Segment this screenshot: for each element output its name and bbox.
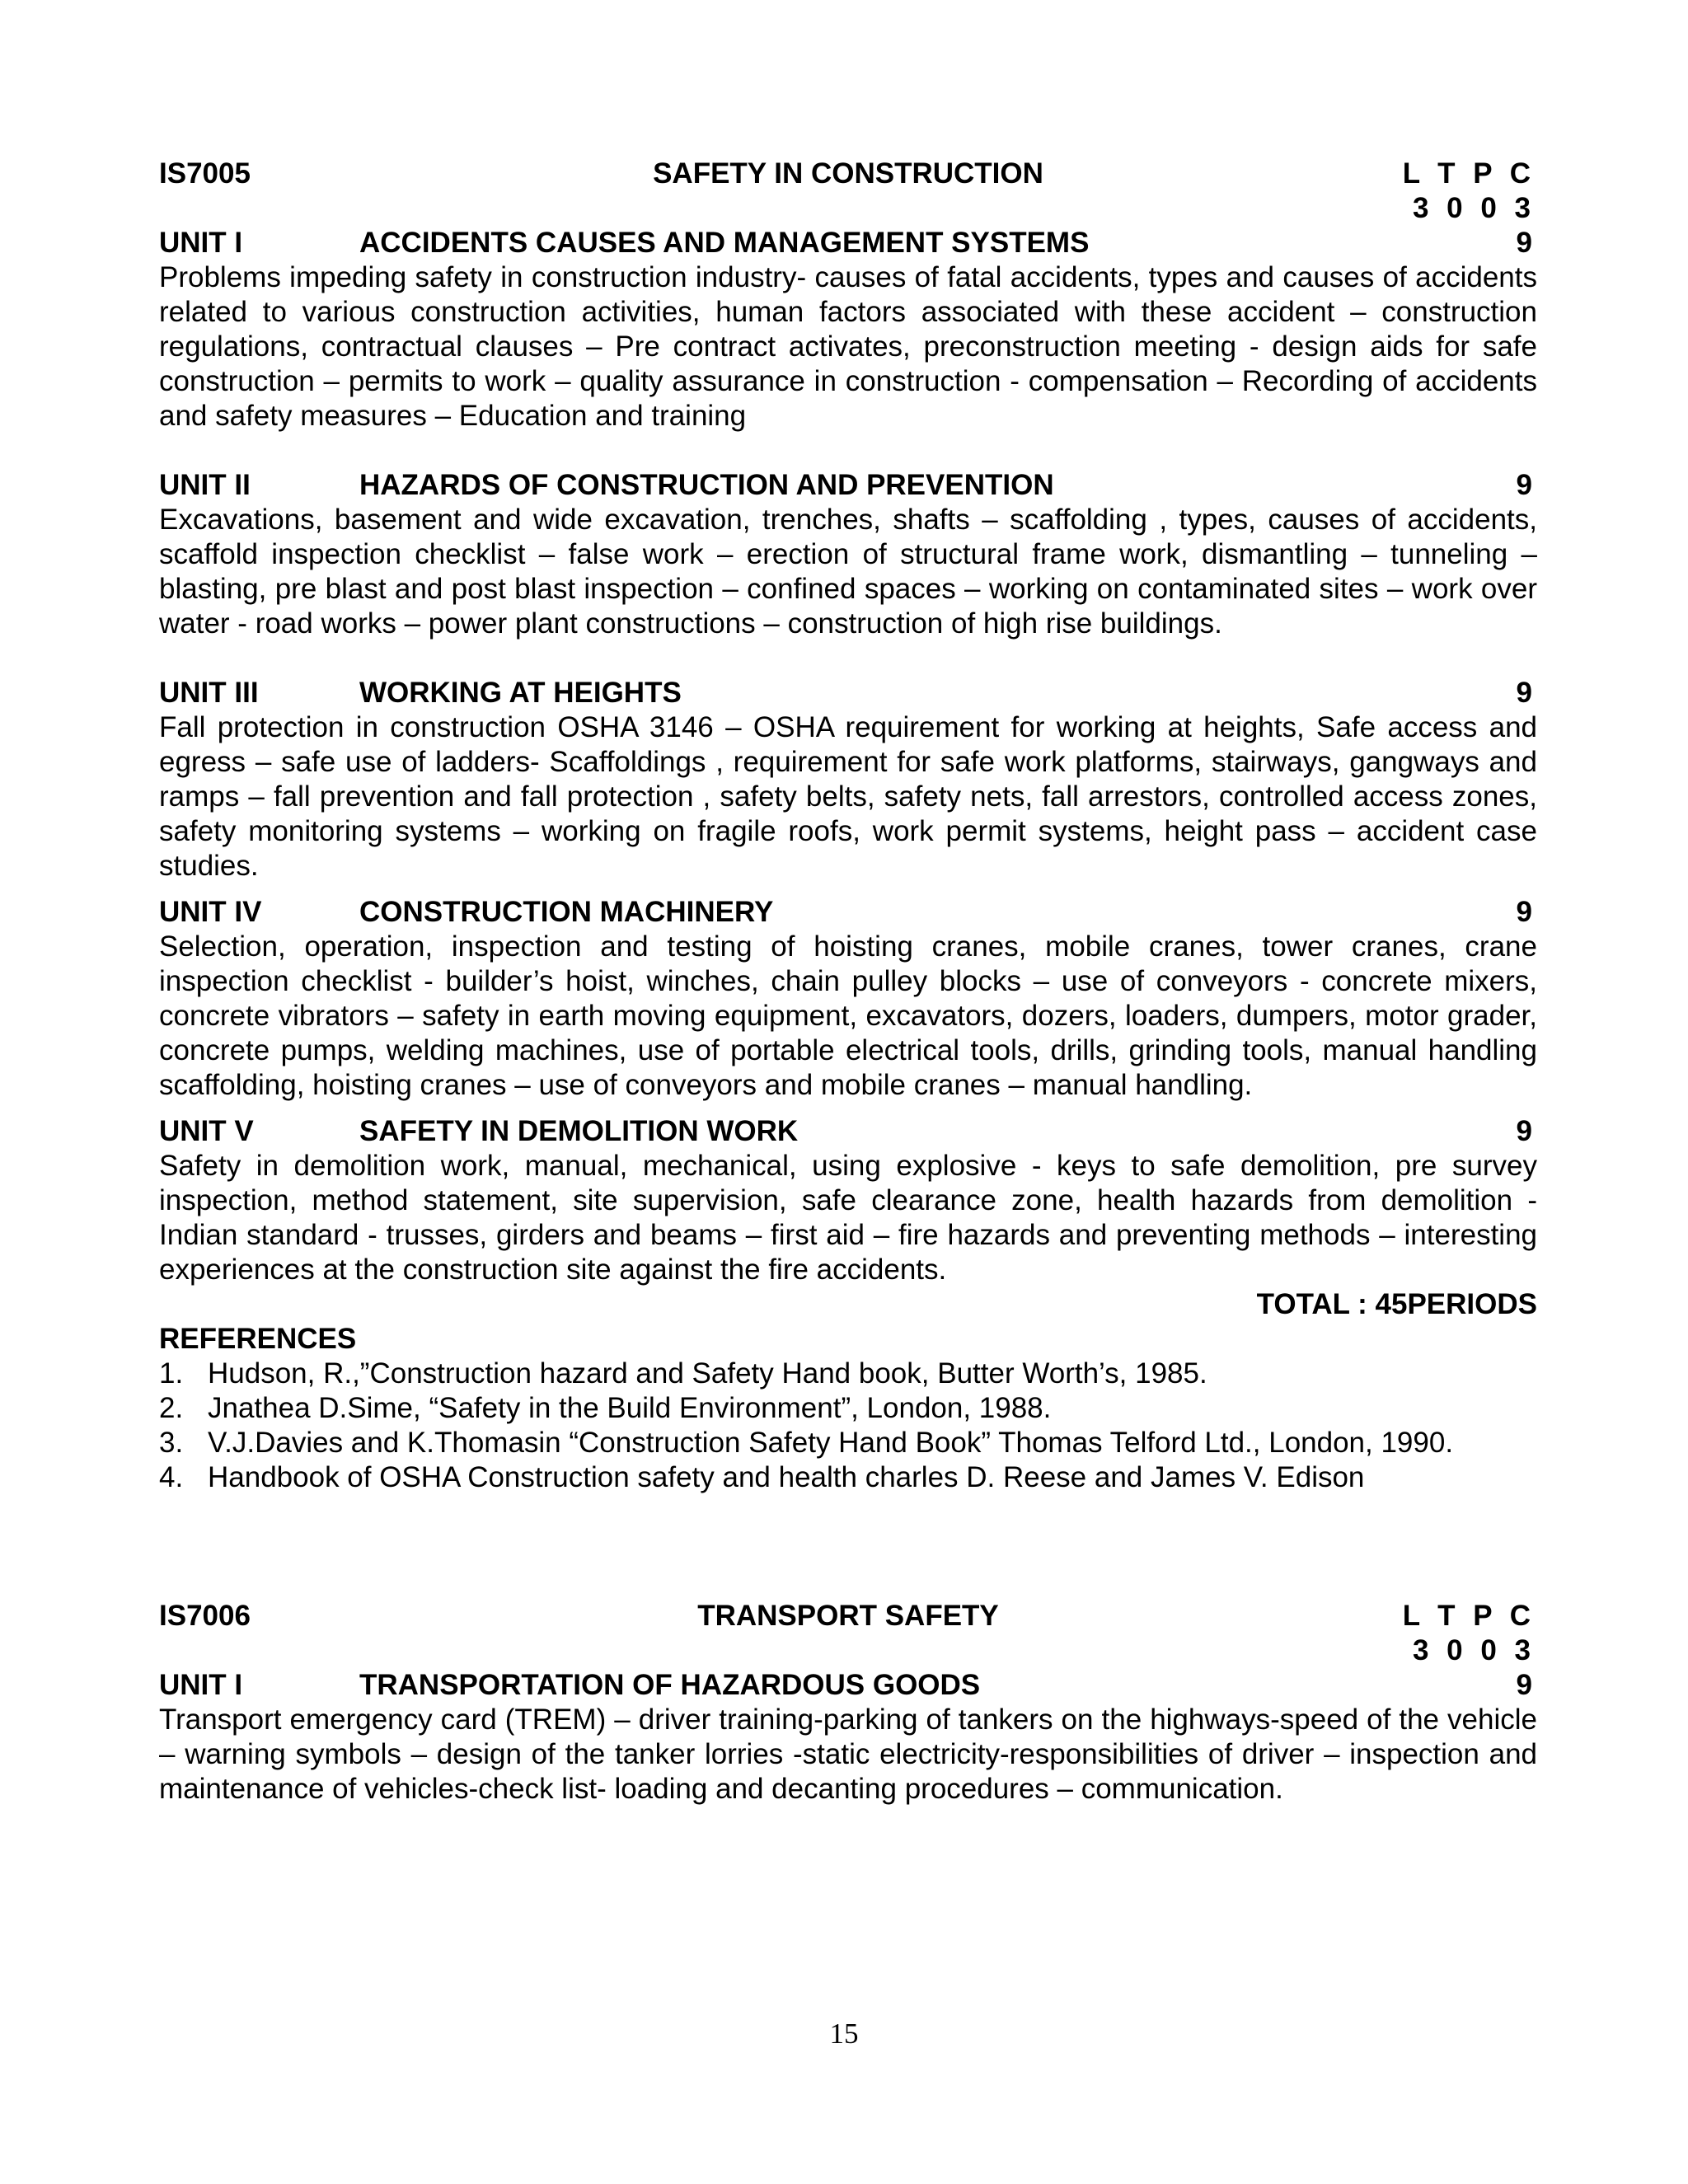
unit-title: WORKING AT HEIGHTS bbox=[359, 677, 682, 709]
unit-title: SAFETY IN DEMOLITION WORK bbox=[359, 1115, 799, 1147]
course-header-is7005 bbox=[159, 157, 1537, 191]
spacer bbox=[159, 883, 1537, 895]
unit-body: Fall protection in construction OSHA 3146 – OSHA requirement for working at heights, Safe access and egress – safe use of ladders- Scaffoldings , requirement for safe work platforms, stairways, gangways and ramps – fall prevention and fall protection , safety belts, safety nets, fall arrestors, controlled access zones, safety monitoring systems – working on fragile roofs, work permit systems, height pass – accident case studies. bbox=[159, 711, 1537, 882]
unit-hours: 9 bbox=[1516, 1115, 1532, 1147]
course-code: IS7005 bbox=[159, 157, 251, 190]
unit-header bbox=[159, 226, 1537, 260]
unit-title: ACCIDENTS CAUSES AND MANAGEMENT SYSTEMS bbox=[359, 227, 1090, 259]
course-title: SAFETY IN CONSTRUCTION bbox=[653, 157, 1043, 190]
unit-number: UNIT V bbox=[159, 1115, 254, 1147]
reference-item bbox=[159, 1426, 1537, 1460]
references-heading: REFERENCES bbox=[159, 1323, 357, 1355]
unit-number: UNIT II bbox=[159, 469, 251, 501]
course-code: IS7006 bbox=[159, 1600, 251, 1632]
unit-header bbox=[159, 1668, 1537, 1703]
unit-number: UNIT IV bbox=[159, 896, 262, 928]
unit-title: TRANSPORTATION OF HAZARDOUS GOODS bbox=[359, 1669, 981, 1701]
course-header-is7006 bbox=[159, 1599, 1537, 1633]
unit-number: UNIT III bbox=[159, 677, 259, 709]
reference-text: Hudson, R.,”Construction hazard and Safety Hand book, Butter Worth’s, 1985. bbox=[208, 1357, 1207, 1390]
ltpc-header: L T P C bbox=[1402, 1600, 1532, 1632]
reference-number: 3. bbox=[159, 1427, 184, 1459]
section-spacer bbox=[159, 1495, 1537, 1599]
ltpc-values: 3 0 0 3 bbox=[1412, 1634, 1532, 1666]
unit-body: Transport emergency card (TREM) – driver training-parking of tankers on the highways-speed of the vehicle – warning symbols – design of the tanker lorries -static electricity-responsibilities of driver – inspection and maintenance of vehicles-check list- loading and decanting procedures – communication. bbox=[159, 1704, 1537, 1805]
course-title: TRANSPORT SAFETY bbox=[697, 1600, 999, 1632]
unit-body: Excavations, basement and wide excavation, trenches, shafts – scaffolding , types, causes of accidents, scaffold inspection checklist – false work – erection of structural frame work, dismantling – tunneling – blasting, pre blast and post blast inspection – confined spaces – working on contaminated sites – work over water - road works – power plant constructions – construction of high rise buildings. bbox=[159, 504, 1537, 640]
total-periods: TOTAL : 45PERIODS bbox=[1256, 1288, 1537, 1320]
unit-body: Selection, operation, inspection and testing of hoisting cranes, mobile cranes, tower cranes, crane inspection checklist - builder’s hoist, winches, chain pulley blocks – use of conveyors - concrete mixers, concrete vibrators – safety in earth moving equipment, excavators, dozers, loaders, dumpers, motor grader, concrete pumps, welding machines, use of portable electrical tools, drills, grinding tools, manual handling scaffolding, hoisting cranes – use of conveyors and mobile cranes – manual handling. bbox=[159, 930, 1537, 1101]
reference-text: Handbook of OSHA Construction safety and health charles D. Reese and James V. Edison bbox=[208, 1461, 1365, 1493]
unit-header bbox=[159, 468, 1537, 503]
unit-header bbox=[159, 676, 1537, 710]
unit-body: Safety in demolition work, manual, mechanical, using explosive - keys to safe demolition, pre survey inspection, method statement, site supervision, safe clearance zone, health hazards from demolition - Indian standard - trusses, girders and beams – first aid – fire hazards and preventing methods – interesting experiences at the construction site against the fire accidents. bbox=[159, 1150, 1537, 1286]
reference-item bbox=[159, 1391, 1537, 1426]
references-list bbox=[159, 1357, 1537, 1495]
unit-hours: 9 bbox=[1516, 469, 1532, 501]
reference-number: 1. bbox=[159, 1357, 184, 1390]
spacer bbox=[159, 641, 1537, 676]
ltpc-values: 3 0 0 3 bbox=[1412, 192, 1532, 224]
unit-hours: 9 bbox=[1516, 227, 1532, 259]
reference-text: V.J.Davies and K.Thomasin “Construction Safety Hand Book” Thomas Telford Ltd., London, 1990. bbox=[208, 1427, 1454, 1459]
unit-title: CONSTRUCTION MACHINERY bbox=[359, 896, 774, 928]
spacer bbox=[159, 434, 1537, 468]
unit-body: Problems impeding safety in construction industry- causes of fatal accidents, types and causes of accidents related to various construction activities, human factors associated with these accident – construction regulations, contractual clauses – Pre contract activates, preconstruction meeting - design aids for safe construction – permits to work – quality assurance in construction - compensation – Recording of accidents and safety measures – Education and training bbox=[159, 261, 1537, 432]
unit-number: UNIT I bbox=[159, 227, 243, 259]
unit-hours: 9 bbox=[1516, 1669, 1532, 1701]
reference-item bbox=[159, 1357, 1537, 1391]
document-page bbox=[159, 157, 1537, 1807]
unit-header bbox=[159, 1114, 1537, 1149]
unit-number: UNIT I bbox=[159, 1669, 243, 1701]
ltpc-header: L T P C bbox=[1402, 157, 1532, 190]
spacer bbox=[159, 1103, 1537, 1114]
unit-title: HAZARDS OF CONSTRUCTION AND PREVENTION bbox=[359, 469, 1054, 501]
reference-number: 2. bbox=[159, 1392, 184, 1424]
unit-header bbox=[159, 895, 1537, 930]
unit-hours: 9 bbox=[1516, 896, 1532, 928]
reference-item bbox=[159, 1460, 1537, 1495]
page-number: 15 bbox=[829, 2018, 859, 2050]
unit-hours: 9 bbox=[1516, 677, 1532, 709]
reference-text: Jnathea D.Sime, “Safety in the Build Environment”, London, 1988. bbox=[208, 1392, 1052, 1424]
reference-number: 4. bbox=[159, 1461, 184, 1493]
